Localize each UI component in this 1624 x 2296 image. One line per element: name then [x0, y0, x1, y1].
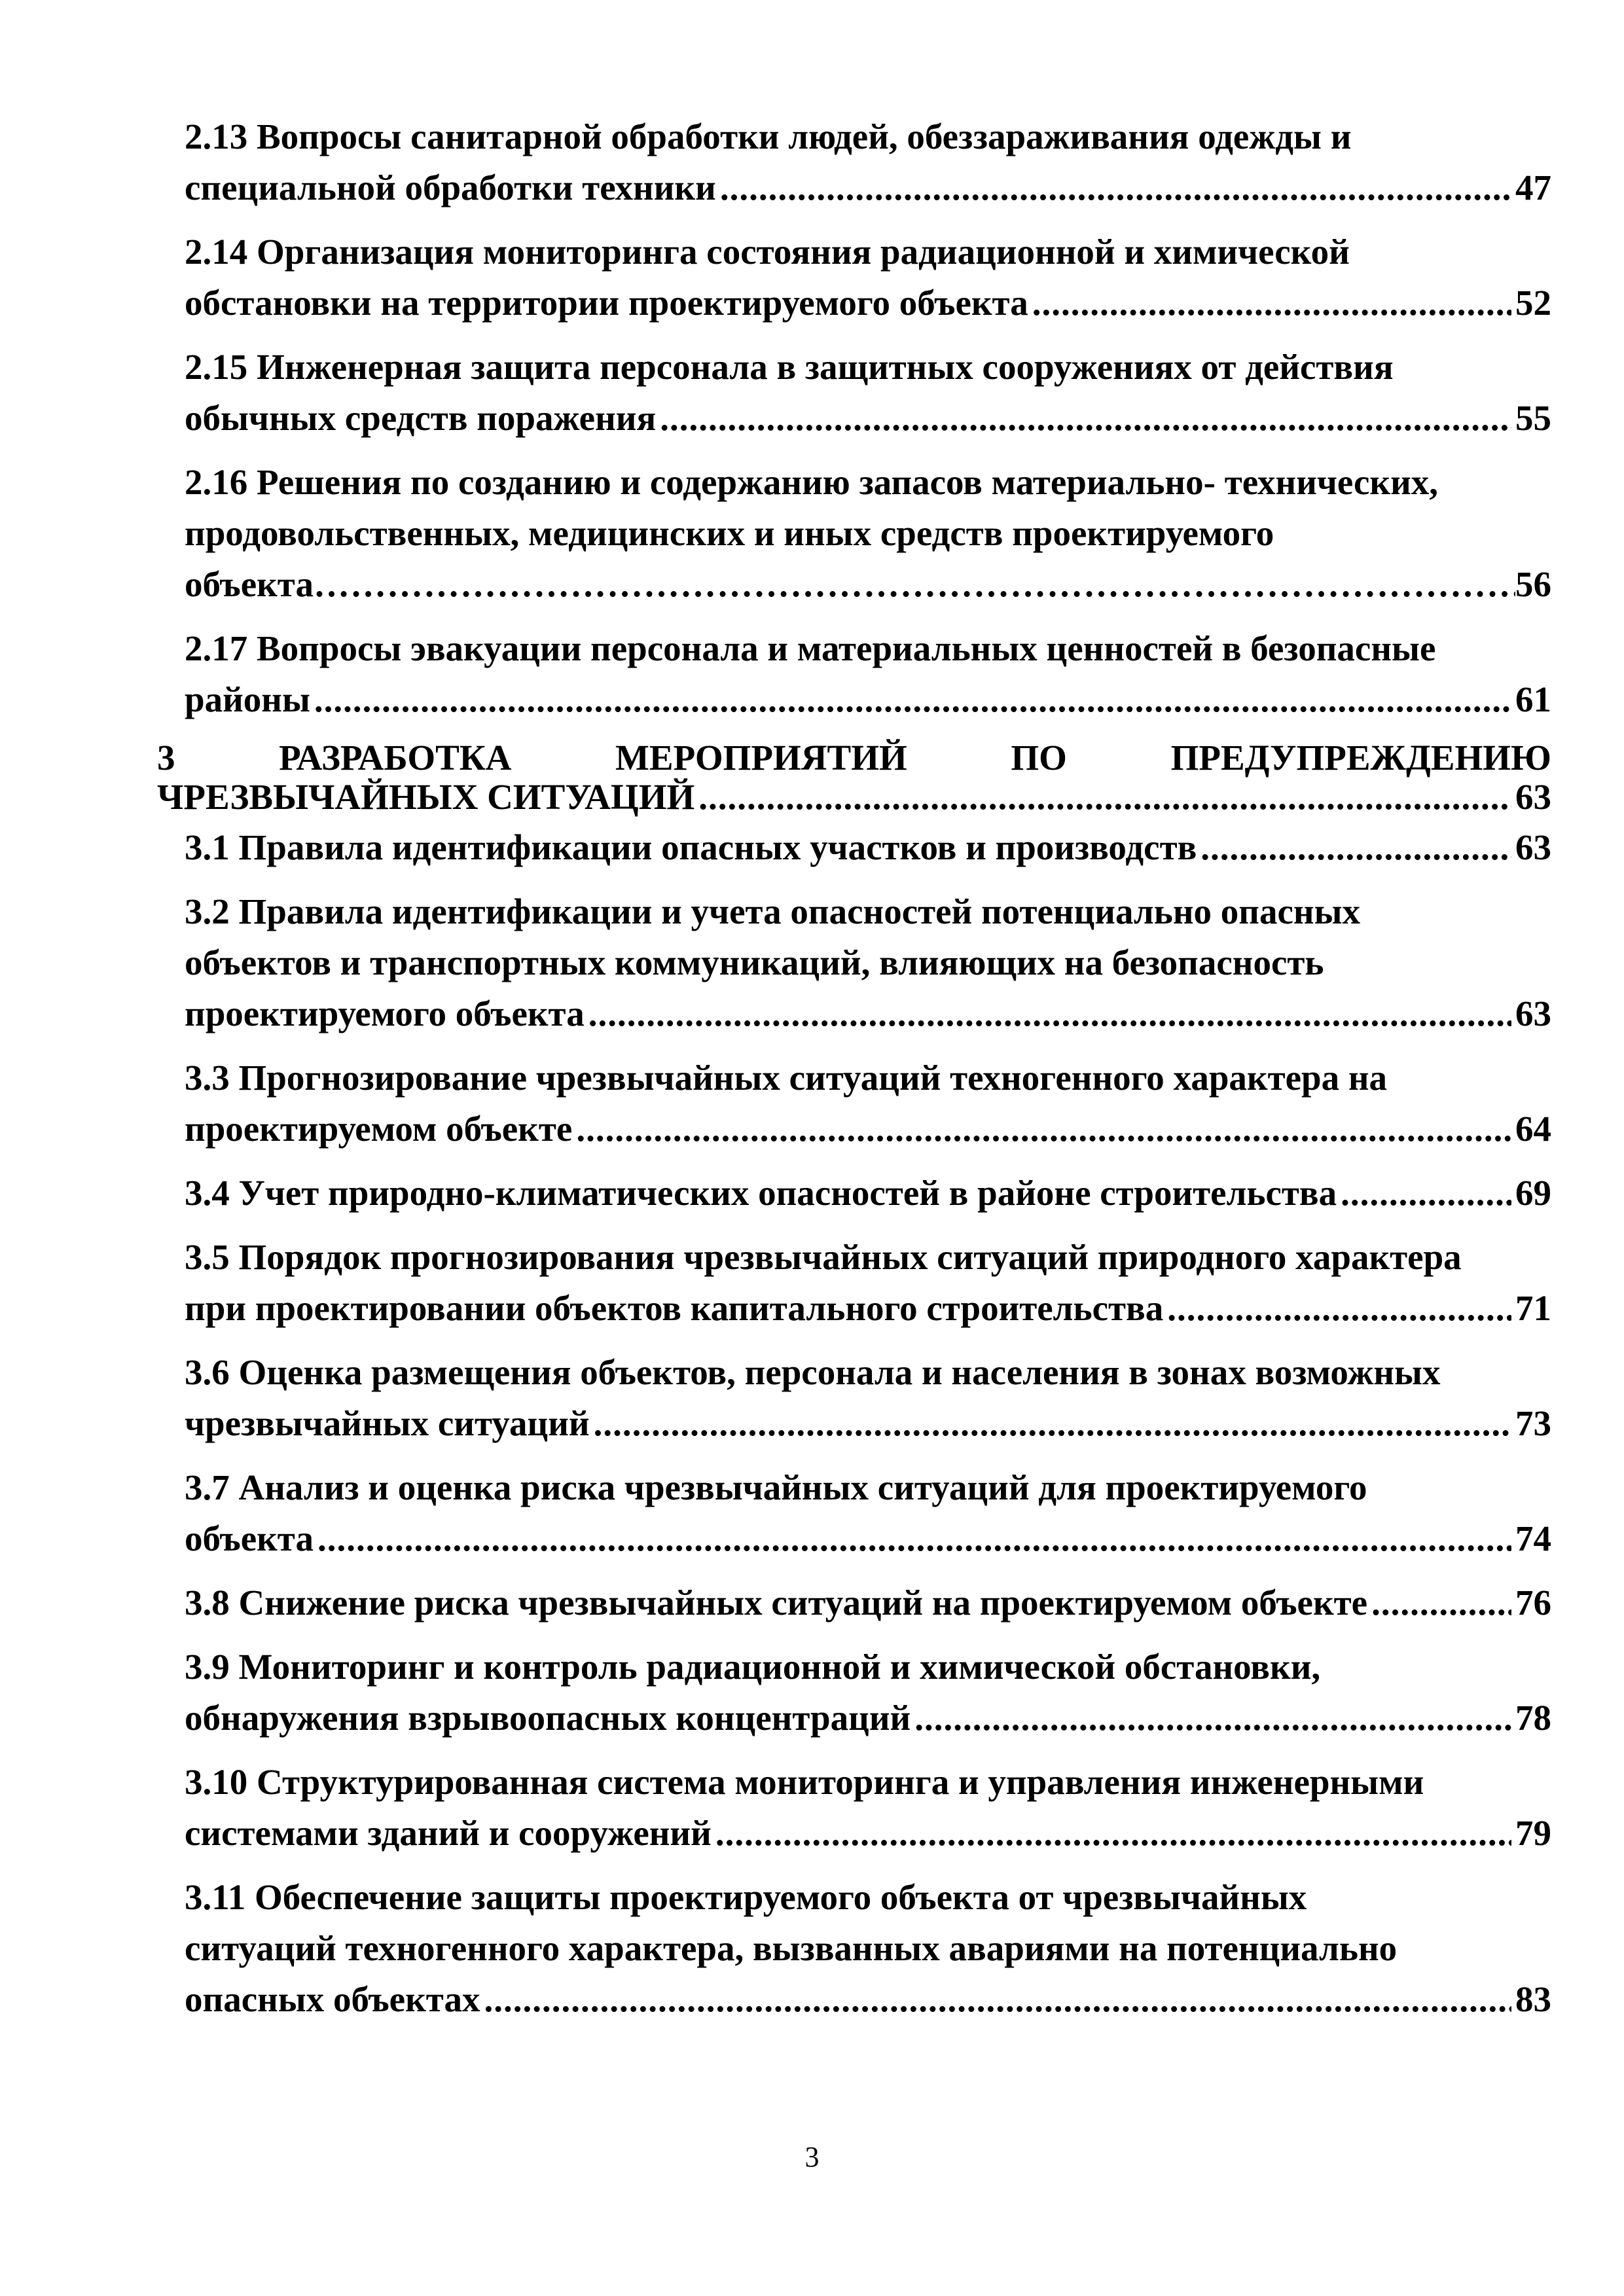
toc-entry-text: 3.4 Учет природно-климатических опасностей в районе строительства — [185, 1173, 1337, 1213]
toc-page-number: 83 — [1515, 1979, 1551, 2019]
table-of-contents — [157, 111, 1551, 2038]
toc-entry-text: 3.6 Оценка размещения объектов, персонала и населения в зонах возможных — [185, 1352, 1441, 1392]
toc-entry-2-14[interactable] — [157, 226, 1551, 329]
chapter-title-word: ПРЕДУПРЕЖДЕНИЮ — [1170, 738, 1551, 778]
toc-entry-text: проектируемом объекте — [185, 1109, 573, 1149]
toc-entry-text: опасных объектах — [185, 1979, 480, 2019]
toc-entry-text: 2.14 Организация мониторинга состояния радиационной и химической — [185, 232, 1350, 272]
dot-leader — [914, 1693, 1511, 1744]
toc-entry-2-15[interactable] — [157, 342, 1551, 444]
chapter-title-word: МЕРОПРИЯТИЙ — [615, 738, 907, 778]
dot-leader — [1032, 278, 1511, 329]
dot-leader — [1341, 1168, 1511, 1219]
toc-entry-3-11[interactable] — [157, 1872, 1551, 2025]
dot-leader — [314, 559, 1515, 610]
toc-chapter-3[interactable] — [157, 738, 1551, 817]
toc-entry-text: 2.16 Решения по созданию и содержанию запасов материально- технических, — [185, 462, 1439, 502]
toc-entry-text: 2.15 Инженерная защита персонала в защитных сооружениях от действия — [185, 347, 1394, 387]
toc-entry-text: 3.7 Анализ и оценка риска чрезвычайных ситуаций для проектируемого — [185, 1467, 1367, 1507]
page-number: 3 — [804, 2141, 820, 2173]
dot-leader — [314, 674, 1511, 725]
dot-leader — [1371, 1577, 1511, 1628]
toc-page-number: 73 — [1515, 1403, 1551, 1443]
dot-leader — [720, 162, 1511, 213]
toc-entry-text: объектов и транспортных коммуникаций, влияющих на безопасность — [185, 942, 1324, 982]
toc-entry-text: 3.5 Порядок прогнозирования чрезвычайных ситуаций природного характера — [185, 1237, 1462, 1277]
toc-entry-2-17[interactable] — [157, 623, 1551, 725]
toc-entry-3-4[interactable] — [157, 1168, 1551, 1219]
toc-page-number: 78 — [1515, 1698, 1551, 1738]
toc-page-number: 47 — [1515, 168, 1551, 207]
toc-entry-3-8[interactable] — [157, 1577, 1551, 1628]
dot-leader — [576, 1103, 1511, 1155]
toc-entry-text: 3.2 Правила идентификации и учета опасностей потенциально опасных — [185, 891, 1361, 931]
dot-leader — [594, 1398, 1511, 1449]
toc-page-number: 74 — [1515, 1518, 1551, 1558]
toc-entry-text: проектируемого объекта — [185, 994, 585, 1033]
toc-entry-text: обнаружения взрывоопасных концентраций — [185, 1698, 911, 1738]
toc-entry-text: 3.10 Структурированная система мониторинга и управления инженерными — [185, 1762, 1424, 1802]
chapter-title-text: ЧРЕЗВЫЧАЙНЫХ СИТУАЦИЙ — [157, 777, 695, 817]
toc-entry-text: ситуаций техногенного характера, вызванных авариями на потенциально — [185, 1928, 1398, 1968]
dot-leader — [1200, 822, 1511, 873]
toc-entry-text: 2.13 Вопросы санитарной обработки людей, обеззараживания одежды и — [185, 117, 1352, 156]
toc-entry-text: 3.3 Прогнозирование чрезвычайных ситуаций техногенного характера на — [185, 1058, 1388, 1098]
toc-entry-text: чрезвычайных ситуаций — [185, 1403, 590, 1443]
toc-entry-3-6[interactable] — [157, 1347, 1551, 1449]
dot-leader — [1167, 1283, 1511, 1334]
dot-leader — [317, 1513, 1511, 1564]
toc-entry-text: объекта — [185, 1518, 314, 1558]
toc-entry-3-10[interactable] — [157, 1757, 1551, 1859]
chapter-number: 3 — [157, 738, 175, 778]
dot-leader — [698, 778, 1511, 817]
toc-entry-2-13[interactable] — [157, 111, 1551, 213]
toc-entry-text: районы — [185, 679, 310, 719]
chapter-title-word: РАЗРАБОТКА — [279, 738, 512, 778]
toc-entry-text: обычных средств поражения — [185, 398, 657, 438]
toc-entry-text: при проектировании объектов капитального строительства — [185, 1288, 1164, 1328]
toc-page-number: 63 — [1515, 827, 1551, 867]
toc-page-number: 55 — [1515, 398, 1551, 438]
toc-entry-text: 2.17 Вопросы эвакуации персонала и материальных ценностей в безопасные — [185, 628, 1436, 668]
dot-leader — [660, 393, 1511, 444]
toc-page-number: 76 — [1515, 1583, 1551, 1623]
toc-entry-3-9[interactable] — [157, 1641, 1551, 1744]
toc-entry-text: объекта — [185, 564, 314, 604]
toc-entry-text: 3.9 Мониторинг и контроль радиационной и химической обстановки, — [185, 1647, 1321, 1687]
toc-page-number: 63 — [1515, 994, 1551, 1033]
toc-entry-3-5[interactable] — [157, 1232, 1551, 1334]
chapter-title-word: ПО — [1011, 738, 1067, 778]
toc-entry-3-2[interactable] — [157, 886, 1551, 1039]
toc-page-number: 61 — [1515, 679, 1551, 719]
toc-entry-3-3[interactable] — [157, 1052, 1551, 1155]
toc-page-number: 64 — [1515, 1109, 1551, 1149]
toc-entry-text: обстановки на территории проектируемого объекта — [185, 283, 1028, 323]
toc-entry-3-7[interactable] — [157, 1462, 1551, 1564]
toc-page-number: 56 — [1515, 564, 1551, 604]
dot-leader — [484, 1974, 1511, 2025]
toc-page-number: 52 — [1515, 283, 1551, 323]
toc-entry-text: 3.8 Снижение риска чрезвычайных ситуаций на проектируемом объекте — [185, 1583, 1368, 1623]
toc-page-number: 63 — [1515, 777, 1551, 817]
toc-page-number: 79 — [1515, 1813, 1551, 1853]
dot-leader — [715, 1808, 1511, 1859]
dot-leader — [588, 988, 1511, 1039]
toc-entry-text: 3.11 Обеспечение защиты проектируемого объекта от чрезвычайных — [185, 1877, 1307, 1917]
toc-entry-text: продовольственных, медицинских и иных средств проектируемого — [185, 513, 1274, 553]
toc-entry-text: системами зданий и сооружений — [185, 1813, 712, 1853]
toc-entry-3-1[interactable] — [157, 822, 1551, 873]
toc-page-number: 69 — [1515, 1173, 1551, 1213]
toc-entry-text: специальной обработки техники — [185, 168, 716, 207]
toc-entry-text: 3.1 Правила идентификации опасных участков и производств — [185, 827, 1197, 867]
toc-page-number: 71 — [1515, 1288, 1551, 1328]
toc-entry-2-16[interactable] — [157, 457, 1551, 610]
